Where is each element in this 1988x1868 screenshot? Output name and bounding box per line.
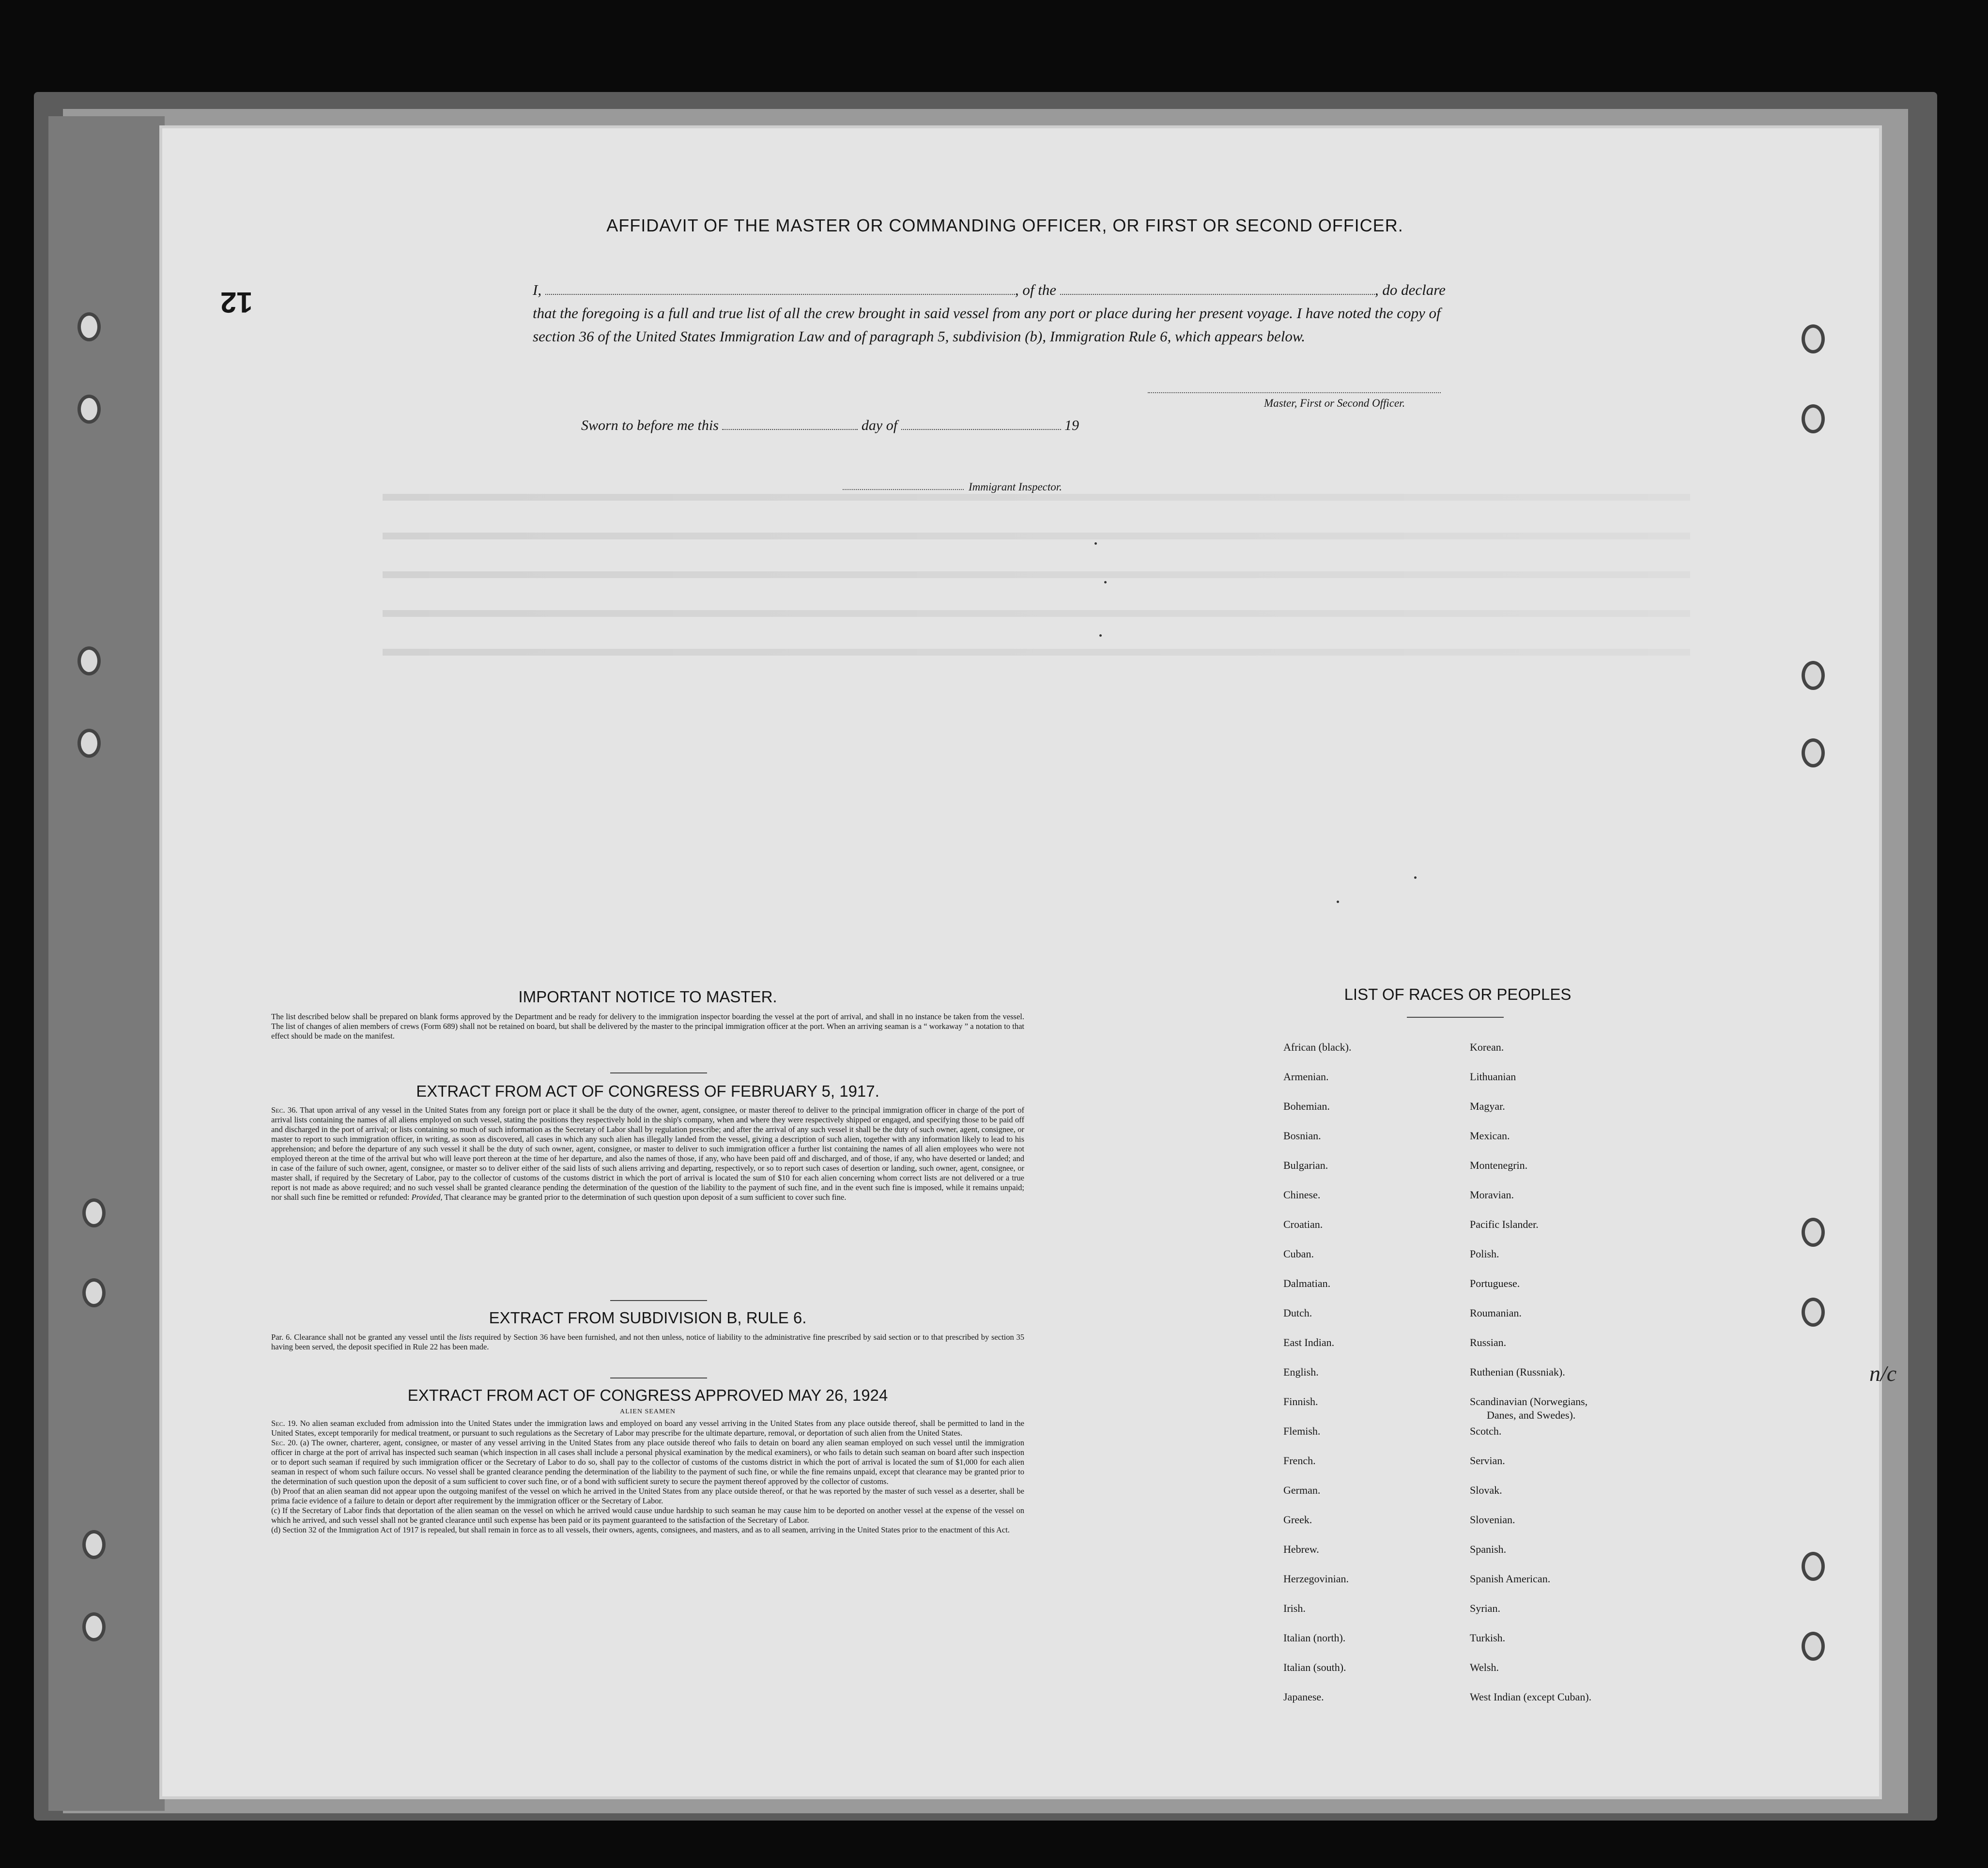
binder-hole	[77, 312, 101, 341]
race-item: French.	[1283, 1455, 1316, 1467]
master-signature-line	[1148, 392, 1441, 393]
race-item: Spanish.	[1470, 1543, 1507, 1555]
divider	[610, 1072, 707, 1073]
vessel-blank	[1060, 281, 1375, 295]
race-item: West Indian (except Cuban).	[1470, 1691, 1592, 1703]
binder-hole	[82, 1530, 106, 1559]
binder-hole	[82, 1612, 106, 1641]
race-item: Flemish.	[1283, 1425, 1321, 1437]
race-item: Korean.	[1470, 1041, 1504, 1053]
race-item: English.	[1283, 1366, 1319, 1378]
race-item: Pacific Islander.	[1470, 1218, 1539, 1230]
binder-hole	[1802, 1218, 1825, 1247]
race-item: Hebrew.	[1283, 1543, 1319, 1555]
race-item: Dutch.	[1283, 1307, 1312, 1319]
notice-text: The list described below shall be prepared on blank forms approved by the Department and be ready for delivery to the immigration inspector boarding the vessel at the port of arrival, and shall in no instance be taken from the vessel. The list of changes of alien members of crews (Form 689) shall not be retained on board, but shall be delivered by the master to the principal immigration officer at the port. When an arriving seaman is a “ workaway ” a notation to that effect should be made on the manifest.	[271, 1012, 1024, 1041]
extract-1917-text: Sec. 36. That upon arrival of any vessel in the United States from any foreign port or place it shall be the duty of the owner, agent, consignee, or master thereof to deliver to the principal immigration officer in charge of the port of arrival lists containing the names of all aliens employed on such vessel, stating the positions they respectively hold in the ship's company, when and where they were respectively shipped or engaged, and specifying those to be paid off and discharged in the port of arrival; or lists containing so much of such information as the Secretary of Labor shall by regulation prescribe; and after the arrival of any such vessel it shall be the duty of such owner, agent, consignee, or master to report to such immigration officer, in writing, as soon as discovered, all cases in which any such alien has illegally landed from the vessel, giving a description of such alien, together with any information likely to lead to his apprehension; and before the departure of any such vessel it shall be the duty of such owner, agent, consignee, or master to deliver to such immigration officer a further list containing the names of all alien employees who were not employed thereon at the time of the arrival but who will leave port thereon at the time of her departure, and also the names of those, if any, who have been paid off and discharged, and of those, if any, who have deserted or landed; and in case of the failure of such owner, agent, consignee, or master so to deliver either of the said lists of such aliens arriving and departing, respectively, or so to report such cases of desertion or landing, such owner, agent, consignee, or master shall, if required by the Secretary of Labor, pay to the collector of customs of the customs district in which the port of arrival is located the sum of $10 for each alien concerning whom correct lists are not delivered or a true report is not made as above required; and no such vessel shall be granted clearance pending the determination of the question of the liability to the payment of such fine, and in the event such fine is imposed, while it remains unpaid; nor shall such fine be remitted or refunded: Provided, That clearance may be granted prior to the determination of such question upon deposit of a sum sufficient to cover such fine.	[271, 1105, 1024, 1202]
margin-page-number: 12	[220, 286, 253, 319]
binder-hole	[1802, 404, 1825, 433]
manifest-page	[162, 128, 1879, 1796]
race-item: Servian.	[1470, 1455, 1505, 1467]
affidavit-title: AFFIDAVIT OF THE MASTER OR COMMANDING OFFICER, OR FIRST OR SECOND OFFICER.	[606, 215, 1403, 235]
binder-hole	[1802, 738, 1825, 767]
extract-1924-title: EXTRACT FROM ACT OF CONGRESS APPROVED MAY 26, 1924	[407, 1386, 888, 1404]
extract-1917-title: EXTRACT FROM ACT OF CONGRESS OF FEBRUARY 5, 1917.	[416, 1082, 879, 1100]
race-item: Chinese.	[1283, 1189, 1321, 1201]
race-item: Finnish.	[1283, 1395, 1318, 1408]
race-item: Portuguese.	[1470, 1277, 1520, 1289]
binder-hole	[1802, 661, 1825, 690]
race-item: Turkish.	[1470, 1632, 1506, 1644]
race-item: Bohemian.	[1283, 1100, 1330, 1112]
race-item: Scotch.	[1470, 1425, 1502, 1437]
race-item: Polish.	[1470, 1248, 1499, 1260]
race-item: Lithuanian	[1470, 1071, 1516, 1083]
race-item: Roumanian.	[1470, 1307, 1522, 1319]
race-item: Russian.	[1470, 1336, 1507, 1348]
race-item: Irish.	[1283, 1602, 1306, 1614]
binder-hole	[1802, 324, 1825, 353]
binder-strip	[48, 116, 165, 1811]
race-item: African (black).	[1283, 1041, 1352, 1053]
race-item: Mexican.	[1470, 1130, 1510, 1142]
race-item: Spanish American.	[1470, 1573, 1551, 1585]
sworn-month-blank	[901, 416, 1061, 430]
inspector-label: Immigrant Inspector.	[969, 481, 1062, 493]
notice-title: IMPORTANT NOTICE TO MASTER.	[518, 988, 777, 1006]
race-item: Greek.	[1283, 1514, 1312, 1526]
binder-hole	[82, 1278, 106, 1307]
race-item: Herzegovinian.	[1283, 1573, 1349, 1585]
race-item: Cuban.	[1283, 1248, 1314, 1260]
margin-handwritten-note: n/c	[1869, 1361, 1897, 1386]
race-item: Bulgarian.	[1283, 1159, 1328, 1171]
race-item: German.	[1283, 1484, 1321, 1496]
affidavit-body	[533, 278, 1477, 348]
race-item: Magyar.	[1470, 1100, 1505, 1112]
binder-hole	[1802, 1632, 1825, 1661]
inspector-signature-line	[843, 489, 964, 490]
race-item: Scandinavian (Norwegians,	[1470, 1395, 1588, 1408]
race-item: Dalmatian.	[1283, 1277, 1331, 1289]
race-item: Slovenian.	[1470, 1514, 1515, 1526]
binder-hole	[77, 729, 101, 758]
binder-hole	[82, 1198, 106, 1227]
race-item: Japanese.	[1283, 1691, 1324, 1703]
affidavit-line1: I, , of the , do declare	[533, 281, 1446, 298]
extract-rule6-title: EXTRACT FROM SUBDIVISION B, RULE 6.	[489, 1309, 807, 1327]
sworn-day-blank	[722, 416, 858, 430]
race-item: Armenian.	[1283, 1071, 1329, 1083]
binder-hole	[77, 646, 101, 675]
race-item: Italian (north).	[1283, 1632, 1346, 1644]
race-item: Croatian.	[1283, 1218, 1323, 1230]
affidavit-statement: that the foregoing is a full and true list of all the crew brought in said vessel from any port or place during her present voyage. I have noted the copy of section 36 of the United States Immigration Law and of paragraph 5, subdivision (b), Immigration Rule 6, which appears below.	[533, 305, 1441, 345]
race-item: Slovak.	[1470, 1484, 1502, 1496]
extract-rule6-text: Par. 6. Clearance shall not be granted any vessel until the lists required by Section 36 have been furnished, and not then unless, notice of liability to the administrative fine prescribed by said section or to that prescribed by section 35 having been served, the deposit specified in Rule 22 has been made.	[271, 1332, 1025, 1351]
sworn-line: Sworn to before me this day of 19	[581, 417, 1079, 433]
race-item: Danes, and Swedes).	[1487, 1409, 1576, 1421]
binder-hole	[1802, 1298, 1825, 1327]
extract-1924-subtitle: ALIEN SEAMEN	[619, 1408, 676, 1415]
extract-1924-text: Sec. 19. No alien seaman excluded from admission into the United States under the immigration laws and employed on board any vessel arriving in the United States from any place outside thereof, shall be permitted to land in the United States, except temporarily for medical treatment, or pursuant to such regulations as the Secretary of Labor may prescribe for the ultimate departure, removal, or deportation of such alien from the United States. Sec. 20. (a) The owner, charterer, agent, consignee, or master of any vessel arriving in the United States from any place outside thereof who fails to detain on board any alien seaman employed on such vessel until the immigration officer in charge at the port of arrival has inspected such seaman (which inspection in all cases shall include a personal physical examination by the medical examiners), or who fails to detain such seaman on board after such inspection or to deport such seaman if required by such immigration officer or the Secretary of Labor to do so, shall pay to the collector of customs of the customs district in which the port of arrival is located the sum of $1,000 for each alien seaman in respect of whom such failure occurs. No vessel shall be granted clearance pending the determination of the liability to the payment of such fine, or while the fine remains unpaid, except that clearance may be granted prior to the determination of such question upon the deposit of a sum sufficient to cover such fine, or of a bond with sufficient surety to secure the payment thereof approved by the collector of customs. (b) Proof that an alien seaman did not appear upon the outgoing manifest of the vessel on which he arrived in the United States from any place outside thereof, or that he was reported by the master of such vessel as a deserter, shall be prima facie evidence of a failure to detain or deport after requirement by the immigration officer or the Secretary of Labor. (c) If the Secretary of Labor finds that deportation of the alien seaman on the vessel on which he arrived would cause undue hardship to such seaman he may cause him to be deported on another vessel at the expense of the vessel on which he arrived, and such vessel shall not be granted clearance until such expense has been paid or its payment guaranteed to the satisfaction of the Secretary of Labor. (d) Section 32 of the Immigration Act of 1917 is repealed, but shall remain in force as to all vessels, their owners, agents, consignees, and masters, and as to all seamen, arriving in the United States prior to the enactment of this Act.	[271, 1419, 1025, 1534]
binder-hole	[77, 395, 101, 424]
race-item: Italian (south).	[1283, 1661, 1346, 1673]
race-item: East Indian.	[1283, 1336, 1335, 1348]
name-blank	[545, 281, 1015, 295]
races-title: LIST OF RACES OR PEOPLES	[1344, 985, 1572, 1003]
divider	[610, 1300, 707, 1301]
master-signature-label: Master, First or Second Officer.	[1264, 397, 1405, 409]
race-item: Bosnian.	[1283, 1130, 1321, 1142]
race-item: Ruthenian (Russniak).	[1470, 1366, 1565, 1378]
binder-hole	[1802, 1552, 1825, 1581]
race-item: Montenegrin.	[1470, 1159, 1528, 1171]
race-item: Syrian.	[1470, 1602, 1500, 1614]
race-item: Moravian.	[1470, 1189, 1514, 1201]
divider	[1407, 1017, 1504, 1018]
race-item: Welsh.	[1470, 1661, 1499, 1673]
